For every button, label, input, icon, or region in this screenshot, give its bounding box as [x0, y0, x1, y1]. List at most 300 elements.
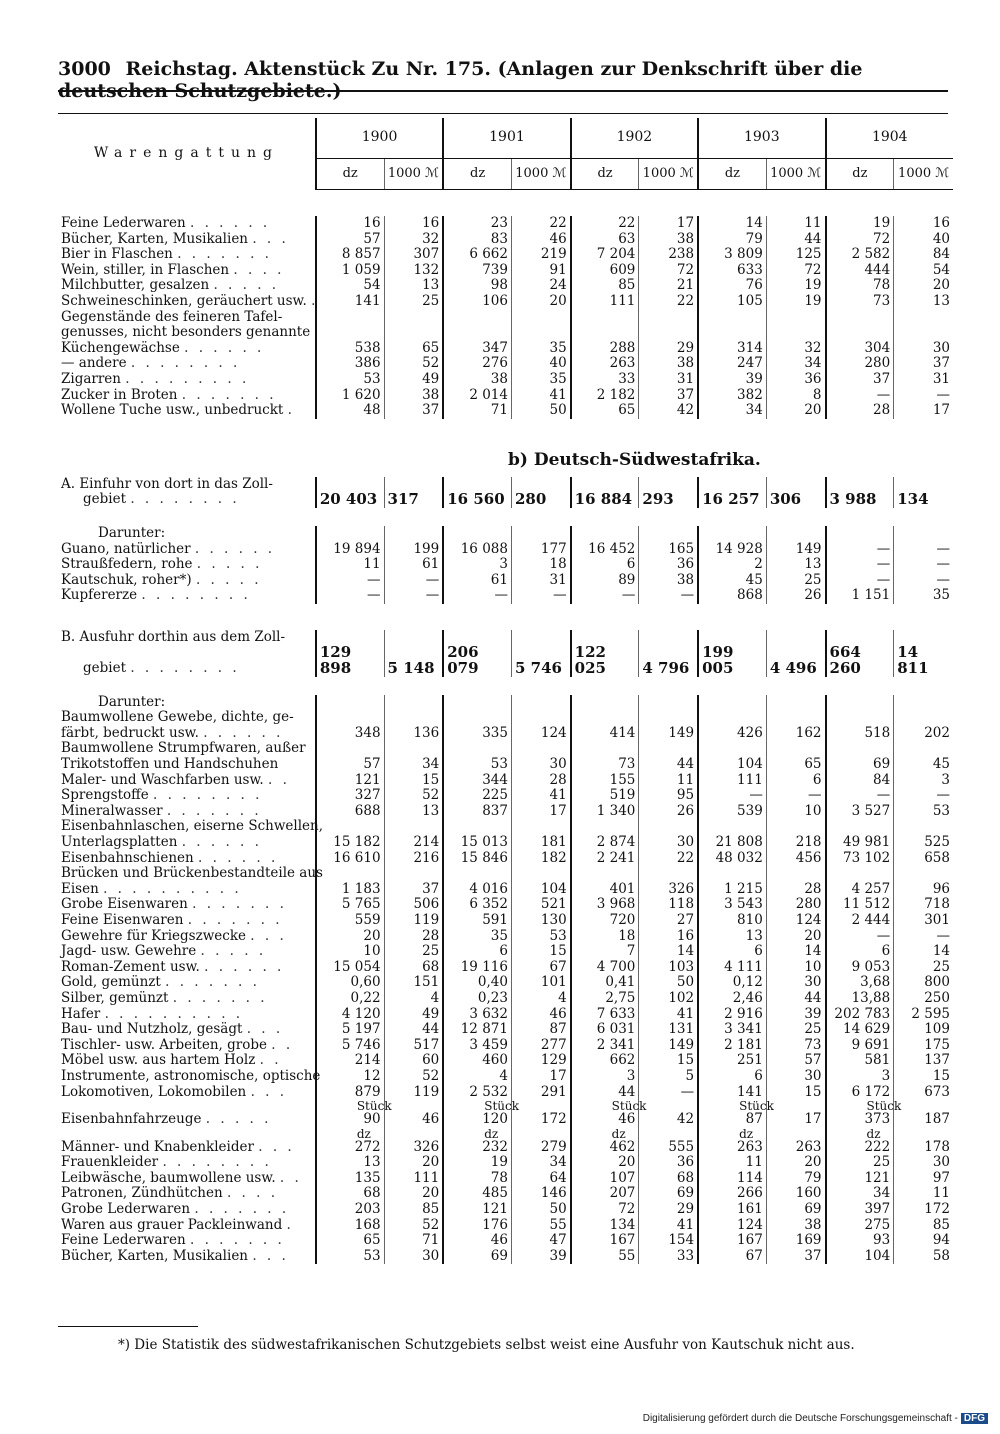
value-mark: 40 [511, 356, 570, 372]
footnote: *) Die Statistik des südwestafrikanischen Schutzgebiets selbst weist eine Ausfuhr von Kautschuk nicht aus. [118, 1337, 855, 1353]
row-label [58, 1233, 316, 1249]
empty-cell [384, 630, 443, 646]
value-dz: 15 054 [316, 960, 384, 976]
value-dz: 2 341 [571, 1038, 639, 1054]
value-mark: 30 [894, 1155, 953, 1171]
value-dz: 9 053 [826, 960, 894, 976]
value-mark [894, 819, 953, 835]
value-dz [698, 310, 766, 326]
value-mark: 87 [511, 1022, 570, 1038]
value-mark: 131 [639, 1022, 698, 1038]
table-row [58, 726, 953, 742]
value-mark: 20 [766, 929, 825, 945]
leader-dots: . . [279, 1169, 302, 1186]
value-mark: 44 [384, 1022, 443, 1038]
row-label-text: Silber, gemünzt [61, 989, 169, 1006]
page-title: Reichstag. Aktenstück Zu Nr. 175. (Anlagen zur Denkschrift über die deutschen Schutzgebiete.) [58, 58, 863, 102]
value-dz: 105 [698, 294, 766, 310]
table-body [58, 190, 953, 1265]
value-dz [316, 325, 384, 341]
value-dz: 275 [826, 1218, 894, 1234]
empty-cell [316, 526, 384, 542]
row-label-text: Möbel usw. aus hartem Holz [61, 1052, 256, 1069]
value-mark: 54 [894, 263, 953, 279]
empty-cell [698, 695, 766, 711]
value-mark: 52 [384, 356, 443, 372]
table-row [58, 757, 953, 773]
leader-dots: . . . . . [195, 571, 262, 588]
value-mark: 30 [511, 757, 570, 773]
value-mark: 517 [384, 1038, 443, 1054]
value-mark: 280 [511, 492, 570, 508]
value-mark: 111 [384, 1171, 443, 1187]
year-header: 1901 [443, 118, 570, 159]
value-dz: 19 894 [316, 542, 384, 558]
value-mark: 118 [639, 897, 698, 913]
value-dz [571, 866, 639, 882]
row-label [58, 278, 316, 294]
value-mark: 29 [639, 1202, 698, 1218]
value-dz: 1 215 [698, 882, 766, 898]
value-dz: 518 [826, 726, 894, 742]
value-mark: 96 [894, 882, 953, 898]
value-dz: 121 [316, 773, 384, 789]
value-mark: 36 [639, 557, 698, 573]
row-label: B. Ausfuhr dorthin aus dem Zoll- [61, 628, 286, 645]
row-label-text: Bier in Flaschen [61, 246, 173, 263]
value-dz: 272 [316, 1140, 384, 1156]
value-dz: 4 257 [826, 882, 894, 898]
value-mark [511, 325, 570, 341]
value-mark: 41 [639, 1007, 698, 1023]
value-mark: 65 [384, 341, 443, 357]
footnote-rule [58, 1326, 198, 1327]
value-dz: 327 [316, 788, 384, 804]
digitization-text: Digitalisierung gefördert durch die Deutsche Forschungsgemeinschaft - [642, 1413, 958, 1424]
table-row [58, 1171, 953, 1187]
value-dz: 810 [698, 913, 766, 929]
value-dz: 4 700 [571, 960, 639, 976]
value-mark: 52 [384, 1069, 443, 1085]
leader-dots: . . . . . . [198, 849, 279, 866]
empty-cell [511, 526, 570, 542]
value-mark: 49 [384, 1007, 443, 1023]
row-label [58, 913, 316, 929]
value-dz: 78 [443, 1171, 511, 1187]
row-label-text: Eisenbahnlaschen, eiserne Schwellen, [61, 818, 323, 835]
row-label [58, 232, 316, 248]
value-mark: 17 [766, 1112, 825, 1128]
leader-dots: . . . . . . . [194, 1201, 290, 1218]
value-mark: — [894, 542, 953, 558]
table-row [58, 1218, 953, 1234]
value-dz: 6 662 [443, 247, 511, 263]
value-dz [571, 310, 639, 326]
value-dz [826, 710, 894, 726]
row-label [58, 835, 316, 851]
row-label-text: Leibwäsche, baumwollene usw. [61, 1169, 276, 1186]
section-title-row [58, 439, 953, 469]
leader-dots: . . . [250, 927, 287, 944]
row-label-text: Sprengstoffe [61, 787, 149, 804]
value-dz: 13,88 [826, 991, 894, 1007]
value-dz: 3 968 [571, 897, 639, 913]
value-mark: 47 [511, 1233, 570, 1249]
row-label [58, 1053, 316, 1069]
table-row [58, 341, 953, 357]
value-dz: 8 857 [316, 247, 384, 263]
value-mark: 24 [511, 278, 570, 294]
value-mark: 37 [766, 1249, 825, 1265]
row-label-text: Feine Lederwaren [61, 215, 186, 231]
table-row [58, 1053, 953, 1069]
value-mark: — [639, 1085, 698, 1101]
value-mark: 17 [511, 1069, 570, 1085]
table-row [58, 388, 953, 404]
empty-cell [443, 526, 511, 542]
value-mark: 317 [384, 492, 443, 508]
leader-dots: . . . . . . . . [153, 787, 263, 804]
value-mark: 13 [384, 804, 443, 820]
leader-dots: . . . . . . [203, 724, 284, 741]
leader-dots: . . . . . . [204, 958, 285, 975]
unit-mark: 1000 ℳ [384, 159, 443, 190]
spacer-cell [58, 508, 953, 526]
value-mark: 277 [511, 1038, 570, 1054]
row-label-text: gebiet [83, 491, 127, 508]
value-dz: 3 [826, 1069, 894, 1085]
value-dz [571, 741, 639, 757]
value-dz: 168 [316, 1218, 384, 1234]
value-mark: 291 [511, 1085, 570, 1101]
value-mark [511, 819, 570, 835]
row-label-text: Trikotstoffen und Handschuhen [61, 756, 279, 773]
value-dz: 225 [443, 788, 511, 804]
value-mark: 130 [511, 913, 570, 929]
value-dz [316, 819, 384, 835]
value-mark: 103 [639, 960, 698, 976]
value-mark: 149 [766, 542, 825, 558]
value-mark: 250 [894, 991, 953, 1007]
value-dz: 344 [443, 773, 511, 789]
row-label [58, 372, 316, 388]
leader-dots: . . . . . . . . . . [103, 880, 242, 897]
value-mark: 20 [894, 278, 953, 294]
value-mark: 326 [384, 1140, 443, 1156]
row-label-text: Baumwollene Gewebe, dichte, ge- [61, 709, 294, 726]
value-dz: 2 916 [698, 1007, 766, 1023]
value-mark: 15 [384, 773, 443, 789]
row-label-text: Hafer [61, 1005, 101, 1022]
row-label-text: Eisen [61, 880, 99, 897]
leader-dots: . . . . [233, 261, 285, 278]
row-label-text: Bau- und Nutzholz, gesägt [61, 1021, 243, 1038]
empty-cell [384, 1128, 443, 1140]
value-mark: 293 [639, 492, 698, 508]
value-dz: 0,41 [571, 975, 639, 991]
table-row [58, 897, 953, 913]
value-mark [384, 710, 443, 726]
value-dz: — [316, 573, 384, 589]
row-label [58, 929, 316, 945]
value-dz: 12 871 [443, 1022, 511, 1038]
value-mark: 13 [894, 294, 953, 310]
table-row [58, 975, 953, 991]
table-row [58, 526, 953, 542]
value-mark: 91 [511, 263, 570, 279]
value-mark: 20 [766, 403, 825, 419]
table-row [58, 263, 953, 279]
value-dz: 167 [571, 1233, 639, 1249]
value-mark: 5 148 [384, 645, 443, 676]
value-mark: 800 [894, 975, 953, 991]
value-dz: 35 [443, 929, 511, 945]
value-dz: 5 746 [316, 1038, 384, 1054]
value-dz: 13 [698, 929, 766, 945]
row-label-text: Feine Lederwaren [61, 1232, 186, 1249]
spacer-row [58, 419, 953, 439]
table-row [58, 1202, 953, 1218]
value-dz: 739 [443, 263, 511, 279]
value-mark: 38 [766, 1218, 825, 1234]
empty-cell [384, 526, 443, 542]
value-mark: 181 [511, 835, 570, 851]
table-row [58, 913, 953, 929]
table-row [58, 1038, 953, 1054]
column-header-warengattung: Warengattung [93, 144, 279, 161]
row-label-text: färbt, bedruckt usw. [61, 724, 199, 741]
row-label [58, 1155, 316, 1171]
empty-cell [766, 630, 825, 646]
row-label [58, 1007, 316, 1023]
empty-cell [639, 1128, 698, 1140]
value-dz: 23 [443, 216, 511, 232]
empty-cell [766, 695, 825, 711]
table-row [58, 216, 953, 232]
leader-dots: . . . . . . . . [141, 587, 251, 604]
value-dz: 3 [443, 557, 511, 573]
value-dz: 444 [826, 263, 894, 279]
value-mark [894, 325, 953, 341]
value-mark [639, 741, 698, 757]
value-mark: 94 [894, 1233, 953, 1249]
value-mark: 38 [384, 388, 443, 404]
value-mark: 124 [511, 726, 570, 742]
value-mark: 4 496 [766, 645, 825, 676]
table-row [58, 804, 953, 820]
unit-mark: 1000 ℳ [639, 159, 698, 190]
spacer-cell [58, 677, 953, 695]
value-mark: 72 [766, 263, 825, 279]
value-dz: 2 241 [571, 851, 639, 867]
table-row [58, 1085, 953, 1101]
table-row [58, 1186, 953, 1202]
leader-dots: . . [271, 1036, 294, 1053]
value-mark: 42 [639, 403, 698, 419]
value-dz: 155 [571, 773, 639, 789]
value-dz: 581 [826, 1053, 894, 1069]
value-mark: 44 [639, 757, 698, 773]
value-dz: 2 181 [698, 1038, 766, 1054]
value-mark: 31 [894, 372, 953, 388]
table-row [58, 1233, 953, 1249]
unit-label: Stück [698, 1100, 766, 1112]
value-mark: 73 [766, 1038, 825, 1054]
value-dz: 232 [443, 1140, 511, 1156]
value-mark: 64 [511, 1171, 570, 1187]
value-dz: 0,60 [316, 975, 384, 991]
row-label-text: Feine Eisenwaren [61, 911, 184, 928]
value-dz: 4 016 [443, 882, 511, 898]
value-mark: 57 [766, 1053, 825, 1069]
value-mark: 71 [384, 1233, 443, 1249]
value-dz: 124 [698, 1218, 766, 1234]
row-label [58, 542, 316, 558]
value-mark: 102 [639, 991, 698, 1007]
leader-dots: . [286, 1216, 294, 1233]
value-dz: 121 [826, 1171, 894, 1187]
value-dz: 2 014 [443, 388, 511, 404]
value-dz: 129 898 [316, 645, 384, 676]
value-mark: 17 [639, 216, 698, 232]
value-dz [316, 710, 384, 726]
unit-label: dz [698, 1128, 766, 1140]
row-label-text: Maler- und Waschfarben usw. [61, 771, 264, 788]
value-dz: 276 [443, 356, 511, 372]
value-mark: — [384, 588, 443, 604]
leader-dots: . . . . . . . [190, 1232, 285, 1249]
value-dz: 141 [698, 1085, 766, 1101]
spacer-cell [58, 419, 953, 439]
value-dz: 3,68 [826, 975, 894, 991]
value-mark: 146 [511, 1186, 570, 1202]
value-mark: 19 [766, 278, 825, 294]
value-mark: 85 [894, 1218, 953, 1234]
value-mark: 32 [766, 341, 825, 357]
value-mark: 30 [894, 341, 953, 357]
value-mark [384, 819, 443, 835]
leader-dots: . . . . . [205, 1111, 272, 1128]
value-dz: 3 632 [443, 1007, 511, 1023]
value-mark: 60 [384, 1053, 443, 1069]
table-row [58, 866, 953, 882]
row-label [58, 865, 323, 882]
value-mark: 218 [766, 835, 825, 851]
value-dz: 33 [571, 372, 639, 388]
value-mark: 30 [639, 835, 698, 851]
row-label [58, 741, 316, 757]
value-mark: 84 [894, 247, 953, 263]
row-label [58, 216, 316, 232]
value-mark: 16 [639, 929, 698, 945]
value-mark: 162 [766, 726, 825, 742]
value-dz: 48 032 [698, 851, 766, 867]
table-row [58, 1112, 953, 1128]
value-dz: 89 [571, 573, 639, 589]
value-mark: 104 [511, 882, 570, 898]
value-dz: 6 [443, 944, 511, 960]
value-dz: 106 [443, 294, 511, 310]
value-dz: 397 [826, 1202, 894, 1218]
unit-dz: dz [443, 159, 511, 190]
year-header: 1903 [698, 118, 825, 159]
unit-dz: dz [571, 159, 639, 190]
value-mark: 36 [766, 372, 825, 388]
value-mark: 33 [639, 1249, 698, 1265]
value-dz: 46 [571, 1112, 639, 1128]
unit-label: dz [571, 1128, 639, 1140]
row-label [58, 788, 316, 804]
value-dz: 304 [826, 341, 894, 357]
row-label [58, 292, 319, 310]
value-dz: 426 [698, 726, 766, 742]
value-dz: 5 765 [316, 897, 384, 913]
value-mark: 119 [384, 1085, 443, 1101]
row-label [58, 403, 316, 419]
row-label [58, 1038, 316, 1054]
value-mark: 52 [384, 1218, 443, 1234]
table-row [58, 588, 953, 604]
value-mark: 673 [894, 1085, 953, 1101]
value-dz: 104 [698, 757, 766, 773]
value-dz: 122 025 [571, 645, 639, 676]
value-dz [826, 866, 894, 882]
empty-cell [826, 526, 894, 542]
value-mark: — [894, 788, 953, 804]
value-mark [384, 325, 443, 341]
value-mark: 219 [511, 247, 570, 263]
digitization-note [643, 1413, 988, 1424]
value-mark: 30 [766, 975, 825, 991]
value-dz: 2,46 [698, 991, 766, 1007]
value-dz: 3 459 [443, 1038, 511, 1054]
value-mark [511, 710, 570, 726]
value-dz: 73 [826, 294, 894, 310]
row-label-text: Männer- und Knabenkleider [61, 1138, 254, 1155]
spacer-row [58, 677, 953, 695]
value-mark: 10 [766, 804, 825, 820]
table-row [58, 372, 953, 388]
value-mark [766, 325, 825, 341]
value-dz: 3 527 [826, 804, 894, 820]
value-dz: 90 [316, 1112, 384, 1128]
table-row [58, 695, 953, 711]
value-mark: 14 [766, 944, 825, 960]
value-dz: 0,12 [698, 975, 766, 991]
value-mark [384, 310, 443, 326]
row-label-text: Grobe Lederwaren [61, 1201, 191, 1218]
value-mark: 172 [511, 1112, 570, 1128]
value-mark: 20 [511, 294, 570, 310]
value-mark: 67 [511, 960, 570, 976]
table-row [58, 1155, 953, 1171]
value-dz: 12 [316, 1069, 384, 1085]
value-mark [639, 710, 698, 726]
value-mark: 42 [639, 1112, 698, 1128]
value-dz: 263 [698, 1140, 766, 1156]
value-dz: 14 928 [698, 542, 766, 558]
unit-label: Stück [826, 1100, 894, 1112]
value-dz: 7 [571, 944, 639, 960]
value-mark: 28 [384, 929, 443, 945]
empty-cell [316, 695, 384, 711]
value-mark [894, 866, 953, 882]
value-mark: 39 [511, 1249, 570, 1265]
value-dz: — [826, 557, 894, 573]
value-dz: 6 352 [443, 897, 511, 913]
value-dz: 9 691 [826, 1038, 894, 1054]
table-row [58, 788, 953, 804]
